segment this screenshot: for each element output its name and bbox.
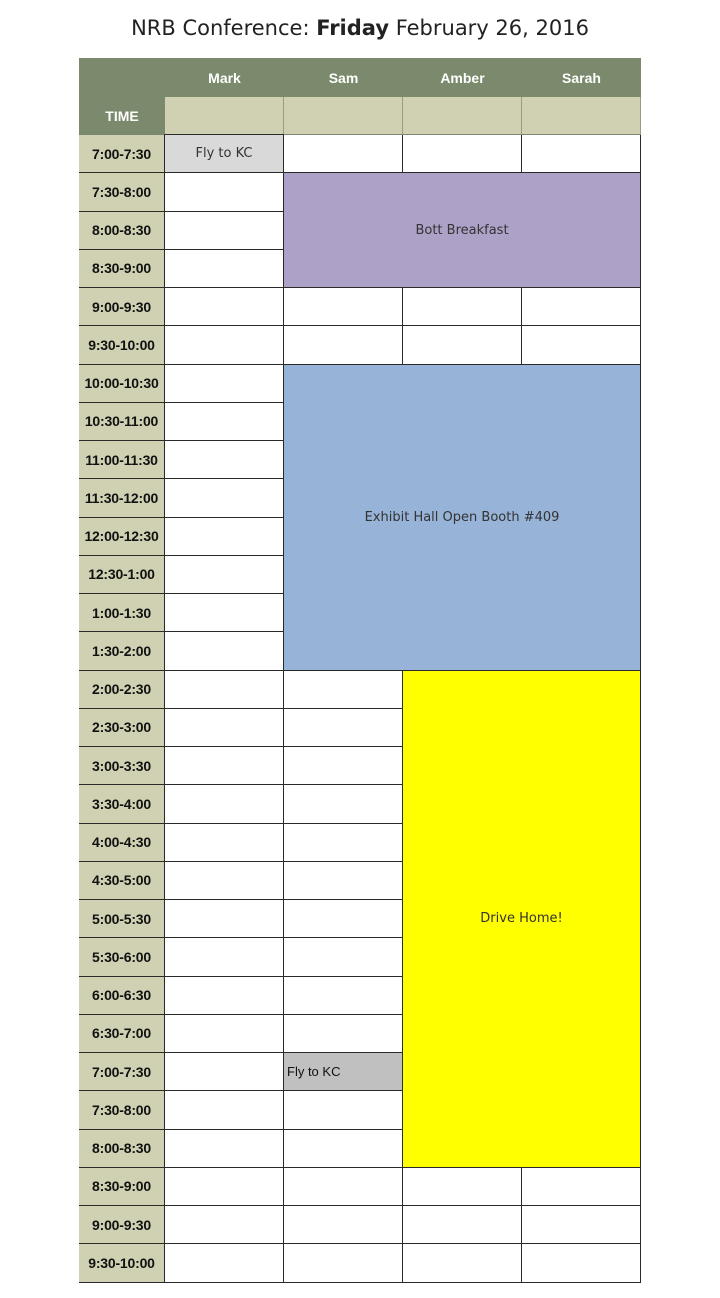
- schedule-cell[interactable]: [165, 862, 284, 900]
- time-slot: 6:30-7:00: [79, 1015, 165, 1053]
- schedule-cell[interactable]: [284, 326, 403, 364]
- schedule-cell[interactable]: [165, 900, 284, 938]
- schedule-cell[interactable]: [403, 288, 522, 326]
- time-slot: 11:30-12:00: [79, 479, 165, 517]
- schedule-cell[interactable]: [165, 479, 284, 517]
- time-slot: 8:30-9:00: [79, 250, 165, 288]
- schedule-cell[interactable]: [522, 288, 641, 326]
- time-slot: 2:30-3:00: [79, 709, 165, 747]
- schedule-cell[interactable]: [165, 709, 284, 747]
- schedule-cell[interactable]: [522, 326, 641, 364]
- event-block[interactable]: [402, 670, 641, 1168]
- schedule-cell[interactable]: [403, 1206, 522, 1244]
- column-header-mark: Mark: [165, 58, 284, 97]
- schedule-cell[interactable]: [284, 288, 403, 326]
- schedule-cell[interactable]: [165, 747, 284, 785]
- time-slot: 1:30-2:00: [79, 632, 165, 670]
- schedule-cell[interactable]: [522, 135, 641, 173]
- time-slot: 7:30-8:00: [79, 1091, 165, 1129]
- schedule-cell[interactable]: [284, 709, 403, 747]
- schedule-table: [79, 58, 640, 1298]
- time-slot: 3:00-3:30: [79, 747, 165, 785]
- schedule-cell[interactable]: [284, 1015, 403, 1053]
- schedule-cell[interactable]: [165, 288, 284, 326]
- schedule-cell[interactable]: [165, 365, 284, 403]
- schedule-cell[interactable]: [284, 1244, 403, 1282]
- time-slot: 5:00-5:30: [79, 900, 165, 938]
- page-title: [0, 16, 720, 40]
- schedule-cell[interactable]: [165, 671, 284, 709]
- schedule-cell[interactable]: [522, 1244, 641, 1282]
- schedule-cell[interactable]: [284, 938, 403, 976]
- time-header: TIME: [79, 97, 165, 135]
- schedule-cell[interactable]: [403, 1168, 522, 1206]
- time-slot: 10:00-10:30: [79, 365, 165, 403]
- schedule-cell[interactable]: [165, 1244, 284, 1282]
- schedule-cell[interactable]: [284, 747, 403, 785]
- schedule-cell[interactable]: [284, 671, 403, 709]
- title-suffix: February 26, 2016: [389, 16, 589, 40]
- time-slot: 8:30-9:00: [79, 1168, 165, 1206]
- schedule-cell[interactable]: [284, 135, 403, 173]
- time-slot: 8:00-8:30: [79, 1130, 165, 1168]
- schedule-cell[interactable]: [284, 900, 403, 938]
- time-slot: 5:30-6:00: [79, 938, 165, 976]
- title-day: Friday: [316, 16, 390, 40]
- schedule-cell[interactable]: [165, 250, 284, 288]
- schedule-cell[interactable]: [403, 1244, 522, 1282]
- schedule-cell[interactable]: [165, 403, 284, 441]
- time-header-top: [79, 58, 165, 97]
- column-subheader-sarah: [522, 97, 641, 135]
- schedule-cell[interactable]: [165, 518, 284, 556]
- time-slot: 9:00-9:30: [79, 1206, 165, 1244]
- time-slot: 7:30-8:00: [79, 173, 165, 211]
- time-slot: 3:30-4:00: [79, 785, 165, 823]
- time-slot: 6:00-6:30: [79, 977, 165, 1015]
- schedule-cell[interactable]: [284, 862, 403, 900]
- schedule-cell[interactable]: [165, 1130, 284, 1168]
- event-label: Bott Breakfast: [415, 222, 509, 238]
- event-label: Exhibit Hall Open Booth #409: [364, 509, 560, 525]
- time-slot: 12:00-12:30: [79, 518, 165, 556]
- column-header-amber: Amber: [403, 58, 522, 97]
- schedule-cell[interactable]: [284, 1091, 403, 1129]
- schedule-cell[interactable]: [165, 1015, 284, 1053]
- schedule-cell[interactable]: [284, 1130, 403, 1168]
- column-header-sam: Sam: [284, 58, 403, 97]
- schedule-cell[interactable]: [165, 632, 284, 670]
- column-subheader-sam: [284, 97, 403, 135]
- schedule-cell[interactable]: [522, 1206, 641, 1244]
- event-label: Fly to KC: [195, 146, 253, 162]
- time-slot: 11:00-11:30: [79, 441, 165, 479]
- time-slot: 1:00-1:30: [79, 594, 165, 632]
- time-slot: 12:30-1:00: [79, 556, 165, 594]
- schedule-cell[interactable]: [165, 824, 284, 862]
- time-slot: 9:00-9:30: [79, 288, 165, 326]
- schedule-cell[interactable]: [522, 1168, 641, 1206]
- time-slot: 8:00-8:30: [79, 212, 165, 250]
- time-slot: 9:30-10:00: [79, 326, 165, 364]
- schedule-cell[interactable]: [284, 1206, 403, 1244]
- schedule-cell[interactable]: [165, 556, 284, 594]
- time-slot: 4:00-4:30: [79, 824, 165, 862]
- schedule-cell[interactable]: [403, 135, 522, 173]
- column-subheader-amber: [403, 97, 522, 135]
- schedule-cell[interactable]: [284, 785, 403, 823]
- time-slot: 9:30-10:00: [79, 1244, 165, 1282]
- schedule-cell[interactable]: [165, 977, 284, 1015]
- schedule-cell[interactable]: [165, 1206, 284, 1244]
- column-subheader-mark: [165, 97, 284, 135]
- schedule-cell[interactable]: [165, 1053, 284, 1091]
- schedule-cell[interactable]: [165, 938, 284, 976]
- column-header-sarah: Sarah: [522, 58, 641, 97]
- event-label: Drive Home!: [480, 911, 563, 927]
- event-block[interactable]: [164, 134, 284, 173]
- schedule-cell[interactable]: [165, 326, 284, 364]
- schedule-cell[interactable]: [165, 173, 284, 211]
- time-slot: 7:00-7:30: [79, 1053, 165, 1091]
- event-block[interactable]: [283, 1052, 403, 1091]
- time-slot: 4:30-5:00: [79, 862, 165, 900]
- schedule-cell[interactable]: [165, 212, 284, 250]
- schedule-cell[interactable]: [165, 785, 284, 823]
- schedule-cell[interactable]: [165, 594, 284, 632]
- schedule-cell[interactable]: [284, 1168, 403, 1206]
- title-prefix: NRB Conference:: [131, 16, 317, 40]
- time-slot: 2:00-2:30: [79, 671, 165, 709]
- event-block[interactable]: [283, 172, 641, 288]
- time-slot: 7:00-7:30: [79, 135, 165, 173]
- schedule-cell[interactable]: [165, 441, 284, 479]
- event-label: Fly to KC: [287, 1064, 341, 1080]
- event-block[interactable]: [283, 364, 641, 671]
- schedule-cell[interactable]: [284, 824, 403, 862]
- schedule-cell[interactable]: [165, 1168, 284, 1206]
- schedule-cell[interactable]: [284, 977, 403, 1015]
- schedule-cell[interactable]: [403, 326, 522, 364]
- schedule-cell[interactable]: [165, 1091, 284, 1129]
- time-slot: 10:30-11:00: [79, 403, 165, 441]
